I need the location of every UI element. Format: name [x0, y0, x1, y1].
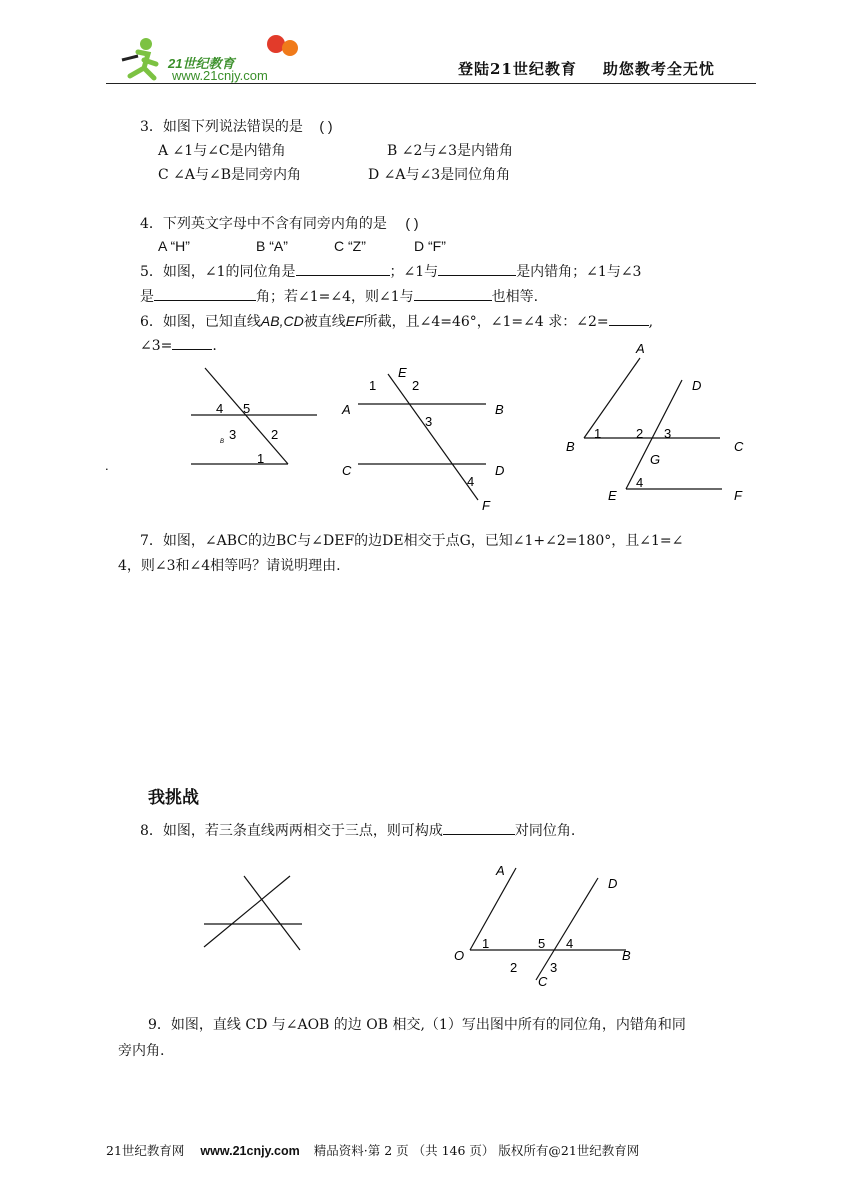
- q5-line2: [140, 286, 538, 306]
- fig3-label-F: F: [734, 488, 742, 503]
- fig5-label-3: 3: [550, 960, 558, 975]
- q6-lines-ab-cd: AB,CD: [260, 313, 304, 329]
- q5-line1: [140, 261, 641, 281]
- orange-icon: [282, 40, 298, 56]
- fig5-label-2: 2: [510, 960, 518, 975]
- q4-option-a: A “H”: [158, 238, 190, 254]
- q6-line-ef: EF: [345, 313, 364, 329]
- q9-line1: 9．如图，直线 CD 与∠AOB 的边 OB 相交,（1）写出图中所有的同位角，内错角和同: [148, 1017, 686, 1033]
- fig2-label-2: 2: [412, 378, 420, 393]
- fig1-small-label: B: [220, 439, 225, 445]
- fig1-label-1: 1: [257, 451, 265, 466]
- fig3-label-1: 1: [594, 426, 602, 441]
- fig1-label-2: 2: [271, 427, 279, 442]
- fig2-label-D: D: [495, 463, 505, 478]
- apple-icon: [267, 35, 285, 53]
- fig1-dot: .: [105, 458, 109, 473]
- fig3-label-B: B: [566, 439, 575, 454]
- fig5-label-4: 4: [566, 936, 574, 951]
- footer-url[interactable]: www.21cnjy.com: [200, 1144, 300, 1158]
- q8-text-1: 8．如图，若三条直线两两相交于三点，则可构成: [140, 823, 443, 839]
- footer-site: 21世纪教育网: [106, 1143, 185, 1158]
- logo-text: 21世纪教育: [168, 56, 235, 71]
- figure-three-lines: [196, 870, 308, 954]
- figure-parallel-triangle: [105, 360, 330, 475]
- q4-option-c: C “Z”: [334, 238, 366, 254]
- q3-option-b: B ∠2与∠3是内错角: [387, 143, 514, 159]
- q6-blank-angle3[interactable]: [172, 337, 212, 350]
- q6-text-1: 6．如图，已知直线: [140, 314, 261, 330]
- fig2-label-1: 1: [369, 378, 377, 393]
- fig3-label-3: 3: [664, 426, 672, 441]
- q5-text-1: 5．如图，∠1的同位角是: [140, 264, 296, 280]
- footer-rest: 精品资料·第 2 页 （共 146 页） 版权所有@21世纪教育网: [313, 1143, 640, 1158]
- q3-option-c: C ∠A与∠B是同旁内角: [158, 167, 302, 183]
- fig3-label-2: 2: [636, 426, 644, 441]
- fig1-label-3: 3: [229, 427, 237, 442]
- fig5-label-1: 1: [482, 936, 490, 951]
- fig1-transversal: [205, 368, 288, 464]
- fig3-label-4: 4: [636, 475, 644, 490]
- q5-blank-1[interactable]: [296, 263, 390, 276]
- fig2-label-C: C: [342, 463, 352, 478]
- logo: [108, 30, 308, 84]
- q3-option-a: A ∠1与∠C是内错角: [158, 143, 286, 159]
- q6-line2: [140, 337, 217, 354]
- fig5-label-C: C: [538, 974, 548, 989]
- q5-blank-4[interactable]: [414, 288, 492, 301]
- figure-angles-abc-def: [560, 338, 760, 510]
- q6-text-5: ∠3=: [140, 338, 173, 354]
- fig2-label-F: F: [482, 498, 490, 513]
- q6-text-3: 所截，且∠4=46°，∠1=∠4 求：∠2=: [363, 314, 609, 330]
- fig2-label-B: B: [495, 402, 504, 417]
- fig2-line-ef: [388, 374, 478, 500]
- fig5-label-5: 5: [538, 936, 546, 951]
- fig5-label-B: B: [622, 948, 631, 963]
- q4-stem: [140, 213, 419, 233]
- figure-angle-aob-line-cd: [446, 858, 642, 990]
- fig3-label-G: G: [650, 452, 661, 467]
- q8-text-2: 对同位角.: [514, 823, 576, 839]
- q6-text-2: 被直线: [303, 314, 346, 330]
- fig3-ray-ed: [626, 380, 682, 489]
- q6-blank-angle2[interactable]: [609, 313, 649, 326]
- q5-text-2: ；∠1与: [389, 264, 439, 280]
- slogan-left: 登陆21世纪教育: [458, 60, 577, 78]
- fig3-label-C: C: [734, 439, 744, 454]
- q4-option-b: B “A”: [256, 238, 288, 254]
- header-rule: [106, 83, 756, 84]
- logo-url: www.21cnjy.com: [172, 68, 268, 83]
- q8-blank[interactable]: [443, 822, 515, 835]
- q5-blank-2[interactable]: [438, 263, 516, 276]
- q9-line2: 旁内角.: [118, 1043, 165, 1059]
- fig4-line-2: [204, 876, 290, 947]
- fig5-label-O: O: [454, 948, 465, 963]
- q5-text-5: 角；若∠1=∠4，则∠1与: [256, 289, 414, 305]
- fig2-label-4: 4: [467, 474, 475, 489]
- q3-paren: ( ): [319, 118, 333, 134]
- figure-two-parallels-transversal: [336, 360, 516, 515]
- q3-stem: [140, 116, 333, 136]
- fig5-ray-oa: [470, 868, 516, 950]
- fig2-label-E: E: [398, 365, 407, 380]
- q5-text-6: 也相等.: [491, 289, 539, 305]
- fig3-ray-ba: [584, 358, 640, 438]
- q6-line1: [140, 311, 653, 331]
- fig1-label-4: 4: [216, 401, 224, 416]
- q8-line: [140, 820, 575, 840]
- q3-option-d: D ∠A与∠3是同位角角: [368, 167, 511, 183]
- slogan-right: 助您教考全无忧: [602, 60, 715, 78]
- q6-text-4: ,: [648, 314, 654, 330]
- q3-stem-text: 3．如图下列说法错误的是: [140, 119, 303, 135]
- fig5-line-cd: [536, 878, 598, 980]
- q7-line1: 7．如图，∠ABC的边BC与∠DEF的边DE相交于点G，已知∠1+∠2=180°，且∠1=∠: [140, 533, 684, 549]
- header-slogan: [458, 58, 715, 79]
- page-footer: [106, 1141, 639, 1159]
- fig3-label-D: D: [692, 378, 702, 393]
- section-title: 我挑战: [148, 788, 199, 808]
- fig3-label-A: A: [636, 341, 645, 356]
- q5-text-3: 是内错角；∠1与∠3: [516, 264, 642, 280]
- q7-line2: 4，则∠3和∠4相等吗？请说明理由.: [118, 558, 341, 574]
- fig5-label-A: A: [496, 863, 505, 878]
- fig2-label-A: A: [342, 402, 351, 417]
- q5-text-4: 是: [140, 289, 154, 305]
- fig4-line-3: [244, 876, 300, 950]
- q4-option-d: D “F”: [414, 238, 446, 254]
- q4-stem-text: 4．下列英文字母中不含有同旁内角的是: [140, 216, 387, 232]
- fig2-label-3: 3: [425, 414, 433, 429]
- fig3-label-E: E: [608, 488, 617, 503]
- q4-paren: ( ): [405, 215, 419, 231]
- fig1-label-5: 5: [243, 401, 251, 416]
- q5-blank-3[interactable]: [154, 288, 256, 301]
- q6-text-6: .: [212, 338, 217, 354]
- runner-icon: [122, 38, 156, 78]
- fig5-label-D: D: [608, 876, 618, 891]
